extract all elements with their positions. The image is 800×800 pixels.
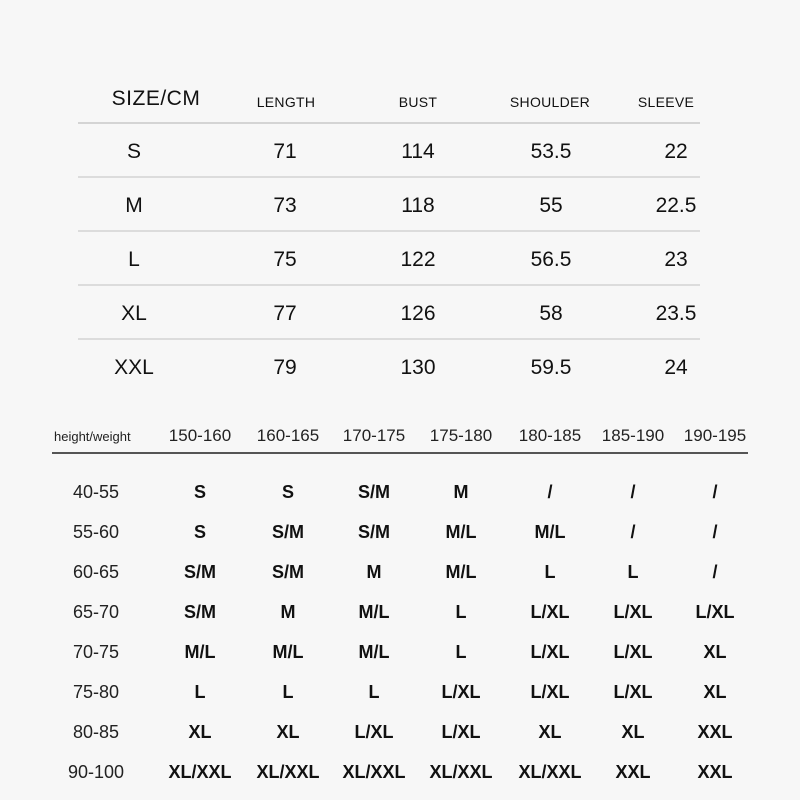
- size-chart-table: [78, 76, 700, 392]
- size-chart-cell-sleeve: 24: [664, 356, 688, 379]
- fit-guide-size-cell: S: [281, 481, 295, 502]
- size-chart-row: [78, 232, 700, 286]
- fit-guide-size-cell: M: [280, 601, 296, 622]
- fit-guide-header-height: 175-180: [429, 426, 493, 445]
- size-chart-cell-length: 79: [273, 356, 297, 379]
- fit-guide-size-cell: L/XL: [613, 641, 653, 662]
- size-chart-cell-bust: 122: [400, 248, 436, 271]
- size-chart-cell-size: XL: [121, 302, 147, 325]
- fit-guide-weight-label: 60-65: [72, 561, 120, 582]
- fit-guide-size-cell: L/XL: [441, 681, 481, 702]
- size-chart-cell-sleeve: 22.5: [655, 194, 697, 217]
- size-chart-cell-size: XXL: [114, 356, 154, 379]
- fit-guide-size-cell: S/M: [271, 521, 305, 542]
- size-chart-header-length: LENGTH: [256, 94, 316, 110]
- fit-guide-weight-label: 80-85: [72, 721, 120, 742]
- size-chart-cell-sleeve: 23: [664, 248, 688, 271]
- fit-guide-size-cell: XL: [538, 721, 562, 742]
- fit-guide-row: [52, 712, 748, 752]
- size-chart-cell-size: M: [125, 194, 143, 217]
- fit-guide-size-cell: L: [194, 681, 206, 702]
- size-chart-cell-bust: 118: [401, 194, 435, 217]
- fit-guide-size-cell: L: [455, 641, 467, 662]
- size-chart-cell-sleeve: 22: [664, 140, 688, 163]
- size-chart-cell-shoulder: 55: [539, 194, 563, 217]
- fit-guide-size-cell: /: [712, 561, 718, 582]
- size-chart-header-row: [78, 76, 700, 124]
- size-chart-row: [78, 178, 700, 232]
- fit-guide-size-cell: XL: [703, 681, 727, 702]
- size-chart-cell-length: 71: [273, 140, 297, 163]
- size-chart-header-sleeve: SLEEVE: [637, 94, 695, 110]
- fit-guide-size-cell: L: [544, 561, 556, 582]
- fit-guide-row: [52, 752, 748, 792]
- fit-guide-size-cell: S/M: [183, 561, 217, 582]
- fit-guide-row: [52, 672, 748, 712]
- fit-guide-size-cell: XXL: [697, 721, 733, 742]
- fit-guide-size-cell: M/L: [184, 641, 216, 662]
- size-chart-cell-bust: 130: [400, 356, 436, 379]
- size-chart-cell-sleeve: 23.5: [655, 302, 697, 325]
- fit-guide-size-cell: L/XL: [613, 681, 653, 702]
- size-chart-cell-size: L: [128, 248, 140, 271]
- size-chart-cell-bust: 126: [400, 302, 436, 325]
- fit-guide-size-cell: S: [193, 521, 207, 542]
- fit-guide-weight-label: 55-60: [72, 521, 120, 542]
- size-chart-cell-shoulder: 56.5: [530, 248, 572, 271]
- size-chart-cell-shoulder: 53.5: [530, 140, 572, 163]
- fit-guide-row: [52, 592, 748, 632]
- fit-guide-row: [52, 512, 748, 552]
- fit-guide-weight-label: 65-70: [72, 601, 120, 622]
- fit-guide-header-height: 160-165: [256, 426, 320, 445]
- fit-guide-size-cell: L/XL: [695, 601, 735, 622]
- fit-guide-size-cell: XL/XXL: [256, 761, 320, 782]
- fit-guide-size-cell: L/XL: [530, 681, 570, 702]
- size-chart-header-bust: BUST: [398, 94, 438, 110]
- fit-guide-size-cell: M: [453, 481, 469, 502]
- fit-guide-size-cell: XL: [703, 641, 727, 662]
- fit-guide-row: [52, 472, 748, 512]
- size-chart-cell-size: S: [126, 140, 142, 163]
- fit-guide-size-cell: S/M: [183, 601, 217, 622]
- fit-guide-header-corner: height/weight: [54, 428, 131, 444]
- fit-guide-size-cell: L/XL: [530, 641, 570, 662]
- size-chart-cell-shoulder: 58: [539, 302, 563, 325]
- fit-guide-size-cell: M/L: [272, 641, 304, 662]
- fit-guide-size-cell: /: [630, 521, 636, 542]
- fit-guide-size-cell: XL: [188, 721, 212, 742]
- fit-guide-table: [52, 420, 748, 792]
- fit-guide-size-cell: XXL: [615, 761, 651, 782]
- size-chart-row: [78, 286, 700, 340]
- fit-guide-header-height: 190-195: [683, 426, 747, 445]
- fit-guide-size-cell: M/L: [534, 521, 566, 542]
- size-chart-body: [78, 124, 700, 392]
- fit-guide-size-cell: L: [627, 561, 639, 582]
- fit-guide-size-cell: L: [282, 681, 294, 702]
- size-chart-row: [78, 124, 700, 178]
- fit-guide-size-cell: S/M: [271, 561, 305, 582]
- size-chart-header-shoulder: SHOULDER: [509, 94, 591, 110]
- fit-guide-size-cell: M/L: [358, 641, 390, 662]
- fit-guide-header-height: 185-190: [601, 426, 665, 445]
- fit-guide-size-cell: XL/XXL: [518, 761, 582, 782]
- fit-guide-size-cell: /: [630, 481, 636, 502]
- fit-guide-size-cell: L/XL: [441, 721, 481, 742]
- fit-guide-header-height: 170-175: [342, 426, 406, 445]
- fit-guide-size-cell: XL/XXL: [342, 761, 406, 782]
- fit-guide-header-height: 180-185: [518, 426, 582, 445]
- fit-guide-size-cell: L: [368, 681, 380, 702]
- size-chart-cell-shoulder: 59.5: [530, 356, 572, 379]
- fit-guide-size-cell: M/L: [445, 561, 477, 582]
- fit-guide-size-cell: S/M: [357, 481, 391, 502]
- size-chart-cell-length: 75: [273, 248, 297, 271]
- fit-guide-size-cell: L: [455, 601, 467, 622]
- fit-guide-size-cell: /: [712, 481, 718, 502]
- fit-guide-size-cell: L/XL: [530, 601, 570, 622]
- fit-guide-size-cell: M/L: [445, 521, 477, 542]
- fit-guide-size-cell: M/L: [358, 601, 390, 622]
- fit-guide-body: [52, 454, 748, 792]
- fit-guide-row: [52, 632, 748, 672]
- fit-guide-size-cell: XL: [276, 721, 300, 742]
- fit-guide-size-cell: /: [712, 521, 718, 542]
- size-chart-header-size: SIZE/CM: [111, 87, 201, 110]
- size-chart-row: [78, 340, 700, 392]
- fit-guide-weight-label: 40-55: [72, 481, 120, 502]
- fit-guide-size-cell: XL: [621, 721, 645, 742]
- fit-guide-size-cell: M: [366, 561, 382, 582]
- size-chart-cell-length: 77: [273, 302, 297, 325]
- fit-guide-size-cell: L/XL: [354, 721, 394, 742]
- fit-guide-weight-label: 75-80: [72, 681, 120, 702]
- size-chart-cell-length: 73: [273, 194, 297, 217]
- fit-guide-size-cell: XL/XXL: [429, 761, 493, 782]
- fit-guide-size-cell: L/XL: [613, 601, 653, 622]
- fit-guide-size-cell: XL/XXL: [168, 761, 232, 782]
- fit-guide-weight-label: 70-75: [72, 641, 120, 662]
- fit-guide-row: [52, 552, 748, 592]
- fit-guide-weight-label: 90-100: [67, 761, 125, 782]
- fit-guide-size-cell: /: [547, 481, 553, 502]
- fit-guide-size-cell: S/M: [357, 521, 391, 542]
- fit-guide-size-cell: XXL: [697, 761, 733, 782]
- size-chart-cell-bust: 114: [401, 140, 435, 163]
- fit-guide-header-height: 150-160: [168, 426, 232, 445]
- fit-guide-size-cell: S: [193, 481, 207, 502]
- fit-guide-header-row: [52, 420, 748, 454]
